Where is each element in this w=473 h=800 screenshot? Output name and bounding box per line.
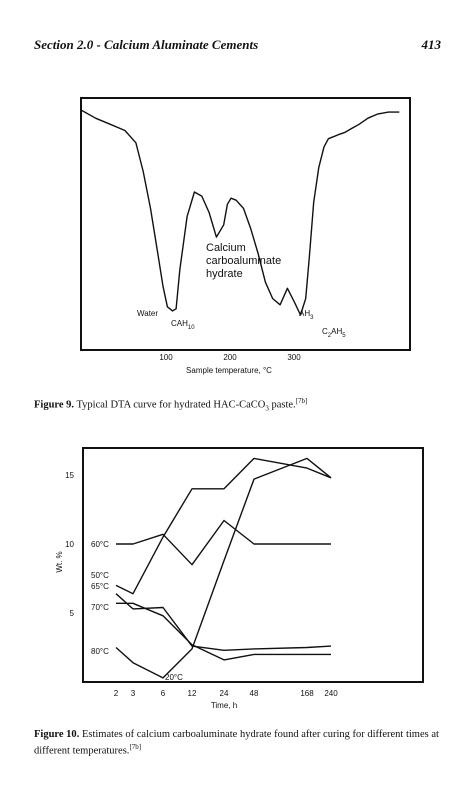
fig10-series-70c-line [116,603,331,660]
fig10-xtick-48: 48 [249,689,259,698]
page-number: 413 [421,37,441,52]
dta-x-axis-label: Sample temperature, °C [186,366,272,375]
fig10-xtick-6: 6 [160,689,166,698]
peak-label-cah10: $CAH_{10}$ [171,319,195,331]
dta-xtick-200: 200 [223,353,237,362]
dta-curve-layer [81,110,399,315]
fig10-xtick-24: 24 [219,689,229,698]
fig10-ytick-5: 5 [69,609,74,618]
series-label-20c: 20°C [165,673,183,682]
peak-label-water: Water [137,309,159,318]
fig10-line-layer [116,458,331,678]
fig10-xtick-2: 2 [113,689,119,698]
fig10-ytick-15: 15 [65,471,74,480]
figure-9-dta-chart [0,90,473,380]
series-label-80c: 80°C [91,647,109,656]
fig10-series-65c-line [116,594,331,651]
fig10-xtick-240: 240 [324,689,338,698]
fig10-series-80c-line [116,458,331,678]
running-header-title: Section 2.0 - Calcium Aluminate Cements [34,37,259,52]
dta-curve-line [81,110,399,315]
dta-xtick-100: 100 [159,353,173,362]
series-label-60c: 60°C [91,540,109,549]
fig10-xtick-3: 3 [130,689,136,698]
figure-10-caption: Figure 10. Estimates of calcium carboaluminate hydrate found after curing for different times at different temperatures.[7b] [34,729,439,757]
annotation-calcium: Calcium [206,242,246,254]
series-label-65c: 65°C [91,582,109,591]
annotation-hydrate: hydrate [206,268,243,280]
figure-10-line-chart [0,440,473,720]
peak-label-c2ah5: $C_2AH_5$ [322,327,346,339]
fig10-ytick-10: 10 [65,540,74,549]
figure-9-caption: Figure 9. Typical DTA curve for hydrated HAC-CaCO$_3$ paste.[7b] [34,397,308,413]
annotation-carboaluminate: carboaluminate [206,255,282,267]
series-label-50c: 50°C [91,571,109,580]
series-label-70c: 70°C [91,603,109,612]
dta-xtick-300: 300 [287,353,301,362]
peak-label-ah3: $AH_3$ [299,309,314,321]
fig10-series-60c-line [116,521,331,565]
fig10-y-axis-label: Wt. % [55,551,64,573]
fig10-x-axis-label: Time, h [210,701,238,710]
fig10-series-50c-line [116,458,331,593]
fig10-xtick-12: 12 [187,689,197,698]
fig10-xtick-168: 168 [300,689,314,698]
